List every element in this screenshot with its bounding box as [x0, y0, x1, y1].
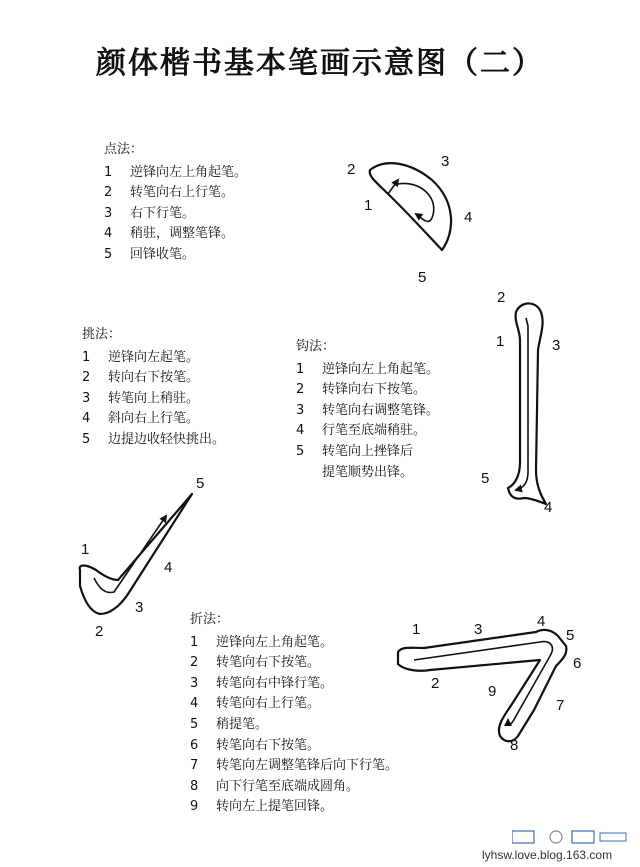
list-item: 2 转向右下按笔。	[82, 370, 200, 386]
list-item: 5 稍提笔。	[190, 716, 269, 732]
tiao-method-heading: 挑法：	[82, 327, 122, 342]
dot-label-2: 2	[347, 161, 356, 178]
hook-stroke-figure	[481, 289, 560, 516]
dot-stroke-outline	[370, 163, 451, 250]
turn-label-3: 3	[474, 621, 483, 638]
turn-method-heading: 折法：	[190, 612, 230, 627]
tiao-label-3: 3	[135, 599, 144, 616]
turn-label-2: 2	[431, 675, 440, 692]
dot-label-3: 3	[441, 153, 450, 170]
dot-stroke-path-start	[388, 180, 398, 194]
list-item: 提笔顺势出锋。	[322, 464, 414, 480]
list-item: 6 转笔向右下按笔。	[190, 737, 321, 753]
list-item: 1 逆锋向左起笔。	[82, 349, 200, 365]
list-item: 5 边提边收轻快挑出。	[82, 431, 226, 447]
list-item: 4 稍驻，调整笔锋。	[104, 226, 235, 242]
tiao-label-2: 2	[95, 623, 104, 640]
tiao-stroke-path	[94, 516, 166, 592]
tiao-stroke-outline	[80, 494, 192, 614]
tiao-label-1: 1	[81, 541, 90, 558]
list-item: 2 转锋向右下按笔。	[296, 382, 427, 398]
dot-stroke-figure	[347, 153, 472, 286]
list-item: 1 逆锋向左上角起笔。	[104, 164, 248, 180]
hook-label-4: 4	[544, 499, 553, 516]
dot-label-5: 5	[418, 269, 427, 286]
hook-stroke-path	[516, 318, 528, 490]
turn-label-6: 6	[573, 655, 582, 672]
list-item: 3 右下行笔。	[104, 205, 196, 221]
turn-label-7: 7	[556, 697, 565, 714]
turn-label-9: 9	[488, 683, 497, 700]
list-item: 4 转笔向右上行笔。	[190, 696, 321, 712]
dot-method-heading: 点法：	[104, 142, 144, 157]
list-item: 5 转笔向上挫锋后	[296, 443, 414, 459]
list-item: 7 转笔向左调整笔锋后向下行笔。	[190, 758, 399, 774]
hook-label-1: 1	[496, 333, 505, 350]
hook-label-3: 3	[552, 337, 561, 354]
list-item: 5 回锋收笔。	[104, 246, 196, 262]
list-item: 4 行笔至底端稍驻。	[296, 423, 427, 439]
turn-label-8: 8	[510, 737, 519, 754]
turn-label-5: 5	[566, 627, 575, 644]
dot-label-4: 4	[464, 209, 473, 226]
tiao-label-5: 5	[196, 475, 205, 492]
watermark-url: lyhsw.love.blog.163.com	[482, 848, 613, 862]
tiao-stroke-figure	[80, 475, 205, 640]
watermark-logo-icon	[512, 828, 628, 846]
list-item: 9 转向左上提笔回锋。	[190, 799, 334, 815]
list-item: 2 转笔向右上行笔。	[104, 185, 235, 201]
list-item: 1 逆锋向左上角起笔。	[296, 361, 440, 377]
hook-label-2: 2	[497, 289, 506, 306]
hook-label-5: 5	[481, 470, 490, 487]
list-item: 3 转笔向上稍驻。	[82, 390, 200, 406]
hook-method-heading: 钩法：	[296, 339, 336, 354]
list-item: 3 转笔向右中锋行笔。	[190, 675, 334, 691]
list-item: 2 转笔向右下按笔。	[190, 655, 321, 671]
hook-stroke-outline	[508, 303, 546, 504]
list-item: 1 逆锋向左上角起笔。	[190, 634, 334, 650]
list-item: 3 转笔向右调整笔锋。	[296, 402, 440, 418]
turn-label-1: 1	[412, 621, 421, 638]
turn-stroke-figure	[398, 613, 581, 754]
dot-stroke-path	[398, 183, 434, 221]
list-item: 4 斜向右上行笔。	[82, 411, 200, 427]
turn-stroke-outline	[398, 630, 566, 741]
list-item: 8 向下行笔至底端成圆角。	[190, 778, 360, 794]
page-title: 颜体楷书基本笔画示意图（二）	[96, 46, 544, 81]
turn-label-4: 4	[537, 613, 546, 630]
tiao-label-4: 4	[164, 559, 173, 576]
dot-label-1: 1	[364, 197, 373, 214]
